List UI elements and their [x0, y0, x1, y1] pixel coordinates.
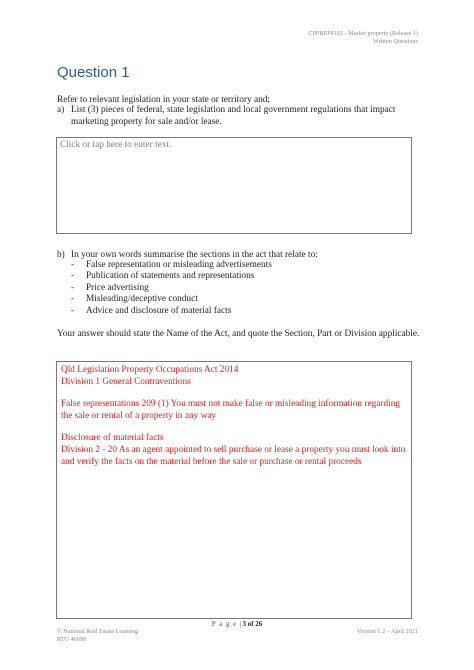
page-separator: |: [240, 620, 243, 628]
part-a-text: List (3) pieces of federal, state legislation and local government regulations that impact marketing property for sale and/or lease.: [71, 105, 396, 127]
answer-false-representations: False representations 209 (1) You must not make false or misleading information regarding the sale or rental of a property in any way: [61, 399, 401, 421]
document-header: [308, 30, 418, 46]
footer-publisher: [57, 628, 138, 643]
list-item: - Advice and disclosure of material facts: [71, 305, 232, 316]
answer-field-part-b[interactable]: [56, 361, 412, 619]
footer-copyright: © National Real Estate Learning: [57, 628, 138, 635]
answer-disclosure-text: Division 2 - 20 As an agent appointed to sell purchase or lease a property you must look into and verify the facts on the material before the sale or purchase or rental proceeds: [61, 445, 406, 467]
part-b-bullet-list: [71, 260, 272, 317]
footer-rto: RTO 40998: [57, 635, 86, 643]
list-item: - Price advertising: [71, 282, 149, 293]
answer-act-name: Qld Legislation Property Occupations Act 2014: [61, 365, 239, 375]
answer-disclosure-title: Disclosure of material facts: [61, 433, 164, 443]
question-part-a: [57, 104, 427, 128]
question-title: Question 1: [57, 64, 130, 81]
answer-placeholder: Click or tap here to enter text.: [60, 140, 172, 150]
part-b-text: In your own words summarise the sections in the act that relate to:: [71, 250, 318, 260]
list-item: - Publication of statements and representations: [71, 271, 255, 282]
answer-division: Division 1 General Contraventions: [61, 377, 191, 387]
header-subtitle: Written Questions: [373, 38, 418, 45]
page-label: P a g e: [211, 620, 238, 628]
answer-instruction: Your answer should state the Name of the Act, and quote the Section, Part or Division applicable.: [57, 329, 420, 339]
page-current: 3 of 26: [242, 620, 263, 628]
part-b-letter: b): [57, 250, 65, 260]
header-unit-title: CPPREP4102 - Market property (Release 1): [308, 30, 418, 37]
question-intro: Refer to relevant legislation in your state or territory and;: [57, 95, 270, 105]
list-item: - False representation or misleading advertisements: [71, 260, 272, 270]
page-number: [0, 620, 474, 628]
part-a-letter: a): [57, 105, 65, 115]
footer-version: Version 1.2 – April 2021: [356, 628, 418, 635]
answer-field-part-a[interactable]: [56, 137, 412, 234]
list-item: - Misleading/deceptive conduct: [71, 294, 198, 305]
